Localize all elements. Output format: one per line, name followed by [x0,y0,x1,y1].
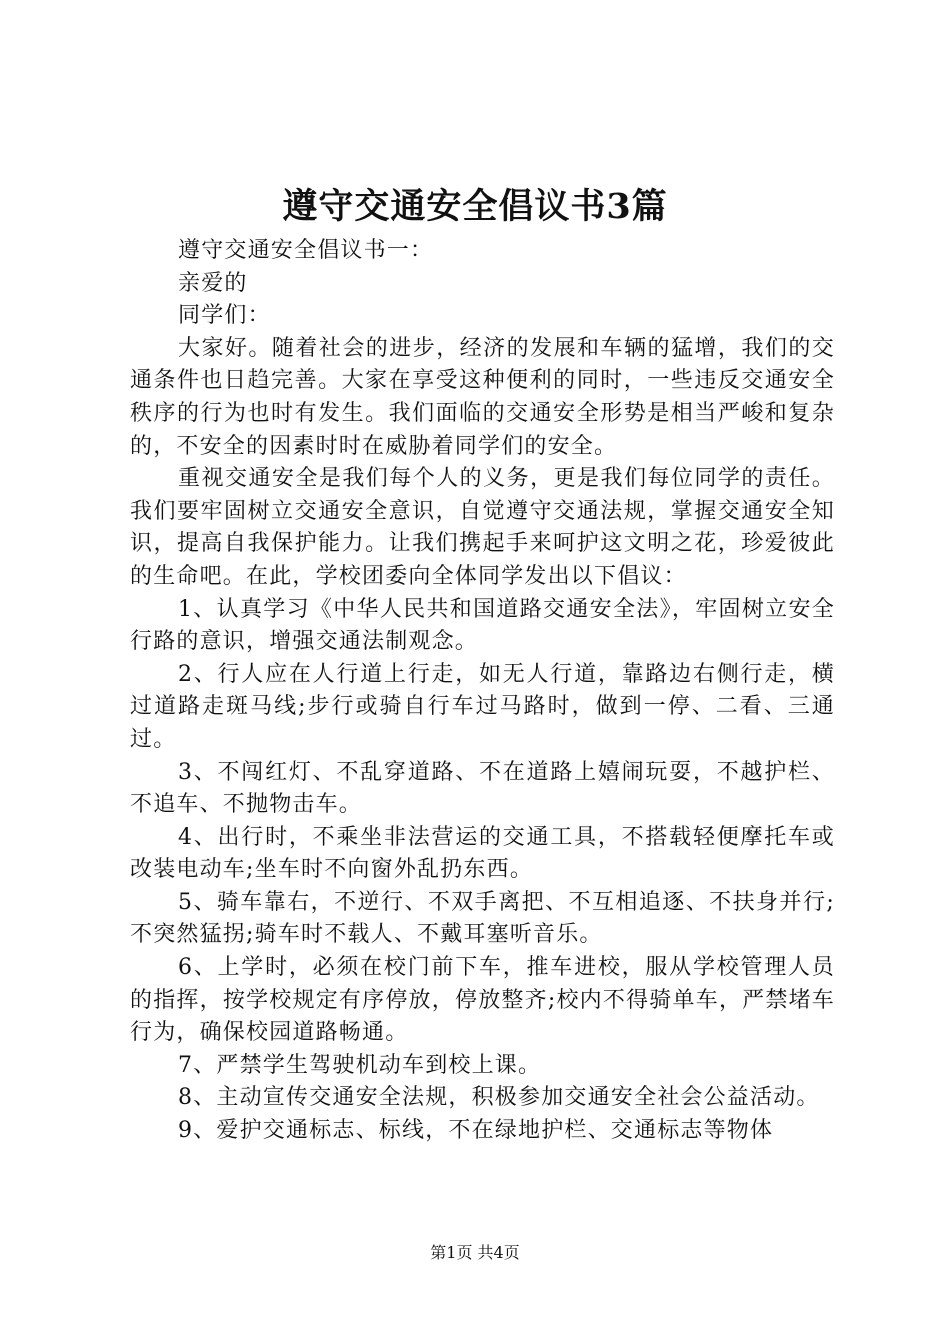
list-item: 7、严禁学生驾驶机动车到校上课。 [178,1052,542,1078]
list-item: 1、认真学习《中华人民共和国道路交通安全法》，牢固树立安全行路的意识，增强交通法制观念。 [130,596,835,655]
list-item: 8、主动宣传交通安全法规，积极参加交通安全社会公益活动。 [178,1085,820,1111]
document-body [130,235,835,1148]
salutation-line-2: 同学们： [178,303,271,329]
salutation-line-1: 亲爱的 [178,270,248,296]
list-item: 2、行人应在人行道上行走，如无人行道，靠路边右侧行走，横过道路走斑马线;步行或骑自行车过马路时，做到一停、二看、三通过。 [130,661,835,752]
paragraph: 重视交通安全是我们每个人的义务，更是我们每位同学的责任。我们要牢固树立交通安全意识，自觉遵守交通法规，掌握交通安全知识，提高自我保护能力。让我们携起手来呵护这文明之花，珍爱彼此的生命吧。在此，学校团委向全体同学发出以下倡议： [130,466,835,589]
document-title: 遵守交通安全倡议书3篇 [282,186,668,227]
list-item: 6、上学时，必须在校门前下车，推车进校，服从学校管理人员的指挥，按学校规定有序停放，停放整齐;校内不得骑单车，严禁堵车行为，确保校园道路畅通。 [130,955,835,1046]
list-item: 3、不闯红灯、不乱穿道路、不在道路上嬉闹玩耍，不越护栏、不追车、不抛物击车。 [130,759,835,818]
letter-heading: 遵守交通安全倡议书一： [178,238,434,263]
list-item: 9、爱护交通标志、标线，不在绿地护栏、交通标志等物体 [178,1118,774,1144]
list-item: 5、骑车靠右，不逆行、不双手离把、不互相追逐、不扶身并行;不突然猛拐;骑车时不载人、不戴耳塞听音乐。 [130,889,835,948]
paragraph: 大家好。随着社会的进步，经济的发展和车辆的猛增，我们的交通条件也日趋完善。大家在享受这种便利的同时，一些违反交通安全秩序的行为也时有发生。我们面临的交通安全形势是相当严峻和复杂的，不安全的因素时时在威胁着同学们的安全。 [130,335,835,459]
page-footer: 第1页 共4页 [430,1243,520,1262]
list-item: 4、出行时，不乘坐非法营运的交通工具，不搭载轻便摩托车或改装电动车;坐车时不向窗外乱扔东西。 [130,824,835,883]
